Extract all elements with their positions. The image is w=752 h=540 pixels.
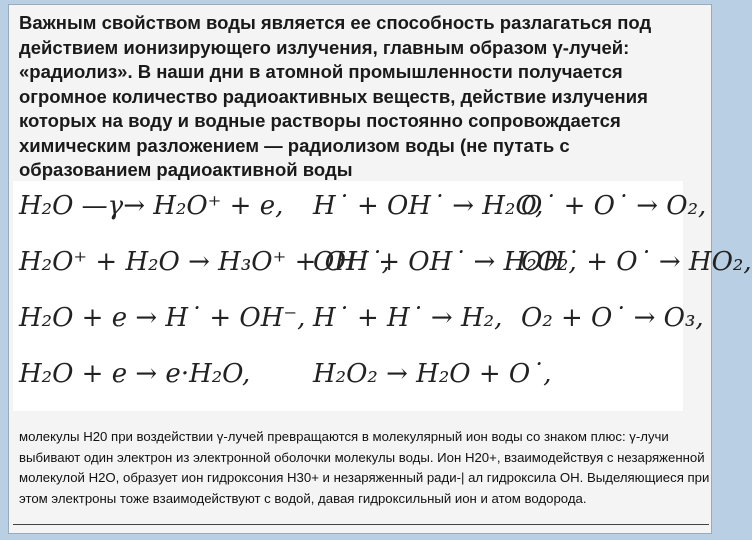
- text-underline: [13, 524, 709, 525]
- equation-1-3: O˙ + O˙ → O₂,: [521, 191, 707, 221]
- equation-3-1: H₂O + e → H˙ + OH⁻,: [19, 303, 306, 333]
- equation-2-3: OH˙ + O˙ → HO₂,: [521, 247, 752, 277]
- body-text: молекулы Н20 при воздействии γ-лучей превращаются в молекулярный ион воды со знаком плюс: γ-лучи выбивают один электрон из электронной оболочки молекулы воды. Ион Н20+, взаимодействуя с незаряженной молекулой Н2О, образует ион гидроксония Н30+ и незаряженный ради-| ал гидроксила ОН. Выделяющиеся при этом электроны тоже взаимодействуют с водой, давая гидроксильный ион и атом водорода.: [19, 429, 710, 506]
- slide-card: [8, 4, 752, 534]
- equations-panel: [13, 181, 752, 411]
- equation-3-3: O₂ + O˙ → O₃,: [521, 303, 704, 333]
- equation-4-1: H₂O + e → e·H₂O,: [19, 359, 251, 389]
- equation-3-2: H˙ + H˙ → H₂,: [313, 303, 503, 333]
- equation-1-1: H₂O —γ→ H₂O⁺ + e,: [19, 191, 284, 221]
- equation-2-2: OH˙ + OH˙ → H₂O₂,: [313, 247, 577, 277]
- equation-row-4: [13, 355, 683, 403]
- equation-1-2: H˙ + OH˙ → H₂O,: [313, 191, 544, 221]
- heading-text: Важным свойством воды является ее способность разлагаться под действием ионизирующего излучения, главным образом γ-лучей: «радиолиз». В наши дни в атомной промышленности получается огромное количество радиоактивных веществ, действие излучения которых на воду и водные растворы постоянно сопровождается химическим разложением — радиолизом воды (не путать с образованием радиоактивной воды: [19, 12, 652, 180]
- equation-row-1: [13, 187, 707, 235]
- equation-4-2: H₂O₂ → H₂O + O˙,: [313, 359, 552, 389]
- equation-2-1: H₂O⁺ + H₂O → H₃O⁺ + OH˙,: [19, 247, 390, 277]
- equation-row-2: [13, 243, 752, 291]
- equation-row-3: [13, 299, 704, 347]
